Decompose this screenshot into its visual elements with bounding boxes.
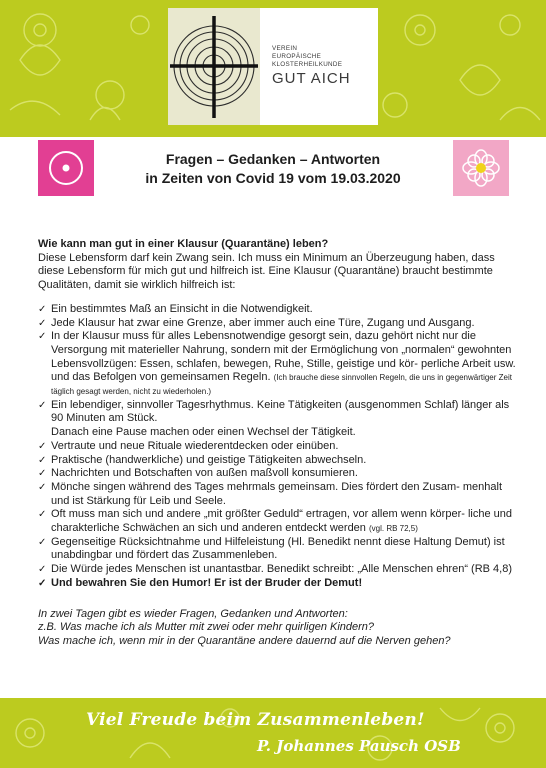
- closing-line-2: z.B. Was mache ich als Mutter mit zwei oder mehr quirligen Kindern?: [38, 621, 375, 634]
- header-band: [0, 0, 546, 137]
- list-item: ✓ Gegenseitige Rücksichtnahme und Hilfeleistung (Hl. Benedikt nennt diese Haltung Demut) ist unabdingbar und fördert das Zusammenleben.: [38, 536, 516, 563]
- list-item: ✓ Praktische (handwerkliche) und geistige Tätigkeiten abwechseln.: [38, 454, 516, 468]
- intro-paragraph: Diese Lebensform darf kein Zwang sein. Ich muss ein Minimum an Überzeugung haben, dass diese Lebensform für mich gut und hilfreich ist. Eine Klausur (Quarantäne) braucht bestimmte Qualitäten, damit sie wirklich hilfreich ist:: [38, 251, 495, 292]
- title-line-1: Fragen – Gedanken – Antworten: [165, 151, 381, 167]
- list-item: ✓ Und bewahren Sie den Humor! Er ist der Bruder der Demut!: [38, 577, 516, 591]
- page-title: [100, 150, 446, 188]
- footer-greeting: Viel Freude beim Zusammenleben!: [86, 710, 425, 730]
- list-item: ✓ Jede Klausur hat zwar eine Grenze, aber immer auch eine Türe, Zugang und Ausgang.: [38, 317, 516, 331]
- target-circle-icon: [38, 140, 94, 196]
- main-content: [38, 238, 516, 649]
- list-item: ✓ In der Klausur muss für alles Lebensnotwendige gesorgt sein, dazu gehört nicht nur die Versorgung mit materieller Nahrung, sondern mit der Ermöglichung von „normalen“ gewohnten Lebensvollzügen: Essen, schlafen, bewegen, Ruhe, Stille, geistige und kör- perliche Arbeit usw. und das Befolgen von gemeinsamen Regeln. (Ich brauche diese sinnvollen Regeln, die uns in gegenwärtiger Zeit täglich gesagt werden, nicht zu wiederholen.): [38, 330, 516, 399]
- logo-card: [168, 8, 378, 125]
- list-item: ✓ Mönche singen während des Tages mehrmals gemeinsam. Dies fördert den Zusam- menhalt und ist Stärkung für Leib und Seele.: [38, 481, 516, 508]
- list-item-extra: Danach eine Pause machen oder einen Wechsel der Tätigkeit.: [51, 426, 356, 439]
- list-item: ✓ Ein lebendiger, sinnvoller Tagesrhythmus. Keine Tätigkeiten (ausgenommen Schlaf) länger als 90 Minuten am Stück. Danach eine Pause machen oder einen Wechsel der Tätigkeit.: [38, 399, 516, 440]
- closing-questions: [38, 608, 516, 649]
- cross-circle-icon: [168, 8, 260, 125]
- light-pink-square-decoration: [453, 140, 509, 196]
- intro-question: Wie kann man gut in einer Klausur (Quarantäne) leben?: [38, 238, 329, 250]
- list-item: ✓ Nachrichten und Botschaften von außen maßvoll konsumieren.: [38, 467, 516, 481]
- list-item: ✓ Ein bestimmtes Maß an Einsicht in die Notwendigkeit.: [38, 303, 516, 317]
- list-item-note: (Ich brauche diese sinnvollen Regeln, die uns in gegenwärtiger Zeit täglich gesagt werden, nicht zu wiederholen.): [51, 373, 512, 397]
- closing-line-1: In zwei Tagen gibt es wieder Fragen, Gedanken und Antworten:: [38, 607, 348, 620]
- list-item: ✓ Oft muss man sich und andere „mit größter Geduld“ ertragen, vor allem wenn körper- liche und charakterliche Schwächen an sich und anderen entdeckt werden (vgl. RB 72,5): [38, 508, 516, 535]
- footer-band: [0, 698, 546, 768]
- closing-line-3: Was mache ich, wenn mir in der Quarantäne andere dauernd auf die Nerven gehen?: [38, 634, 451, 647]
- logo-emblem: [168, 8, 260, 125]
- flower-icon: [453, 140, 509, 196]
- logo-brand-name: GUT AICH: [272, 70, 351, 87]
- logo-line-europaeische: EUROPÄISCHE: [272, 53, 322, 60]
- list-item: ✓ Vertraute und neue Rituale wiederentdecken oder einüben.: [38, 440, 516, 454]
- flower-pattern-decoration: [0, 698, 546, 768]
- bullet-list: [38, 303, 516, 591]
- logo-text: [272, 45, 351, 88]
- list-item: ✓ Die Würde jedes Menschen ist unantastbar. Benedikt schreibt: „Alle Menschen ehren“ (RB 4,8): [38, 563, 516, 577]
- pink-square-decoration: [38, 140, 94, 196]
- footer-signature: P. Johannes Pausch OSB: [257, 737, 461, 755]
- logo-line-verein: VEREIN: [272, 45, 298, 52]
- list-item-note: (vgl. RB 72,5): [368, 524, 418, 534]
- logo-line-klosterheilkunde: KLOSTERHEILKUNDE: [272, 61, 343, 68]
- title-line-2: in Zeiten von Covid 19 vom 19.03.2020: [145, 170, 401, 186]
